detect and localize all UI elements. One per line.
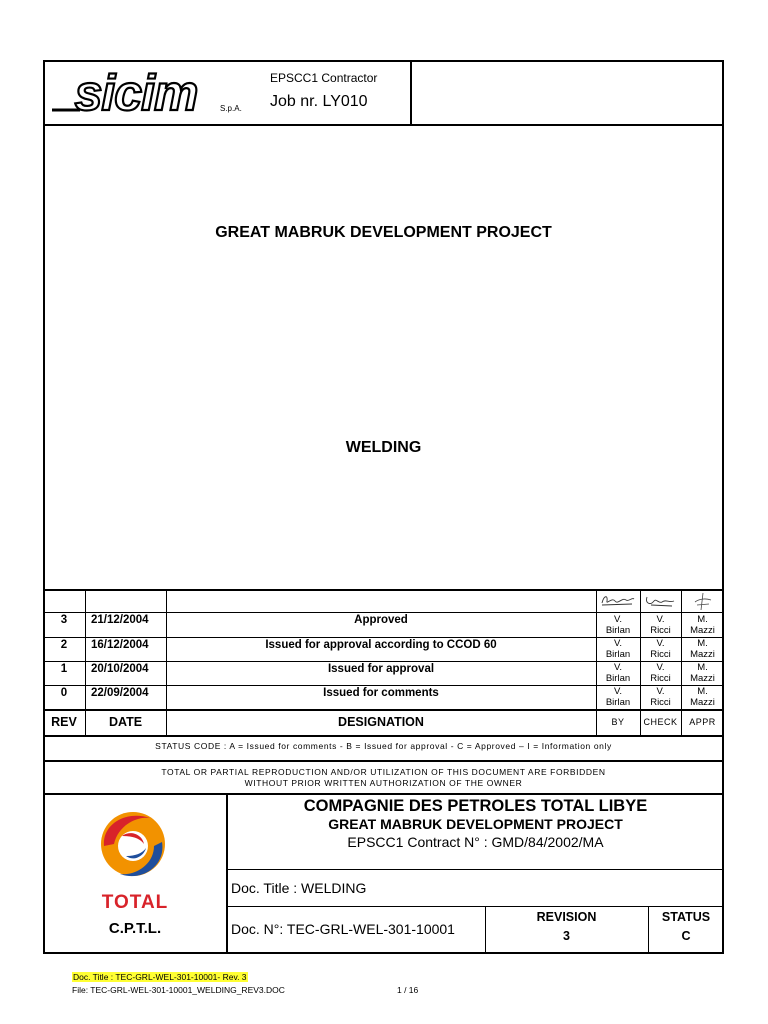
footer-page: 1 / 16 [397,985,419,995]
status-value: C [681,929,691,943]
reproduction-notice-2: WITHOUT PRIOR WRITTEN AUTHORIZATION OF THE OWNER [244,778,523,788]
rev-by: V. Birlan [605,638,631,660]
signature-check [642,591,680,611]
rev-by: V. Birlan [605,662,631,684]
rev-number: 1 [60,663,68,675]
rev-check: V. Ricci [650,686,671,708]
rev-date: 22/09/2004 [91,687,149,699]
date-header: DATE [108,715,143,729]
status-code-legend: STATUS CODE : A = Issued for comments - B = Issued for approval - C = Approved – I = Information only [155,741,612,751]
contractor-label: EPSCC1 Contractor [270,71,378,85]
rev-check: V. Ricci [650,614,671,636]
check-header: CHECK [643,717,678,727]
rev-check: V. Ricci [650,638,671,660]
client-contract: EPSCC1 Contract N° : GMD/84/2002/MA [347,834,604,850]
status-label: STATUS [661,910,711,924]
document-title: WELDING [345,439,422,456]
footer-file: File: TEC-GRL-WEL-301-10001_WELDING_REV3.DOC [72,985,285,995]
footer-doc-title: Doc. Title : TEC-GRL-WEL-301-10001- Rev. 3 [73,972,247,982]
client-project: GREAT MABRUK DEVELOPMENT PROJECT [328,816,623,832]
rev-appr: M. Mazzi [690,662,715,684]
rev-designation: Issued for comments [323,687,439,699]
by-header: BY [611,717,625,727]
header-divider [43,124,724,126]
rev-check: V. Ricci [650,662,671,684]
revision-value: 3 [563,929,570,943]
total-wordmark: TOTAL [101,892,169,913]
doc-number-field: Doc. N°: TEC-GRL-WEL-301-10001 [231,921,455,937]
appr-header: APPR [689,717,716,727]
rev-number: 2 [60,639,68,651]
doc-title-field: Doc. Title : WELDING [231,880,367,896]
rev-appr: M. Mazzi [690,686,715,708]
rev-appr: M. Mazzi [690,638,715,660]
total-globe-icon [96,806,170,886]
client-abbreviation: C.P.T.L. [108,920,162,937]
logo-suffix: S.p.A. [220,104,242,113]
signature-by [598,591,638,611]
rev-designation: Issued for approval according to CCOD 60 [265,639,497,651]
rev-header: REV [51,715,77,729]
header-vertical-divider [410,60,412,125]
signature-appr [683,591,723,611]
revision-label: REVISION [536,910,597,924]
rev-by: V. Birlan [605,686,631,708]
client-company: COMPAGNIE DES PETROLES TOTAL LIBYE [303,797,648,815]
rev-number: 0 [60,687,68,699]
rev-designation: Approved [354,614,408,626]
rev-designation: Issued for approval [327,663,435,675]
designation-header: DESIGNATION [338,715,424,729]
rev-date: 21/12/2004 [91,614,149,626]
rev-date: 16/12/2004 [91,639,149,651]
rev-number: 3 [60,614,68,626]
sicim-logo [50,70,222,116]
rev-appr: M. Mazzi [690,614,715,636]
job-number: Job nr. LY010 [270,93,368,110]
rev-by: V. Birlan [605,614,631,636]
svg-text:sicim: sicim [74,70,198,116]
reproduction-notice-1: TOTAL OR PARTIAL REPRODUCTION AND/OR UTILIZATION OF THIS DOCUMENT ARE FORBIDDEN [161,767,606,777]
project-title: GREAT MABRUK DEVELOPMENT PROJECT [215,224,552,241]
rev-date: 20/10/2004 [91,663,149,675]
